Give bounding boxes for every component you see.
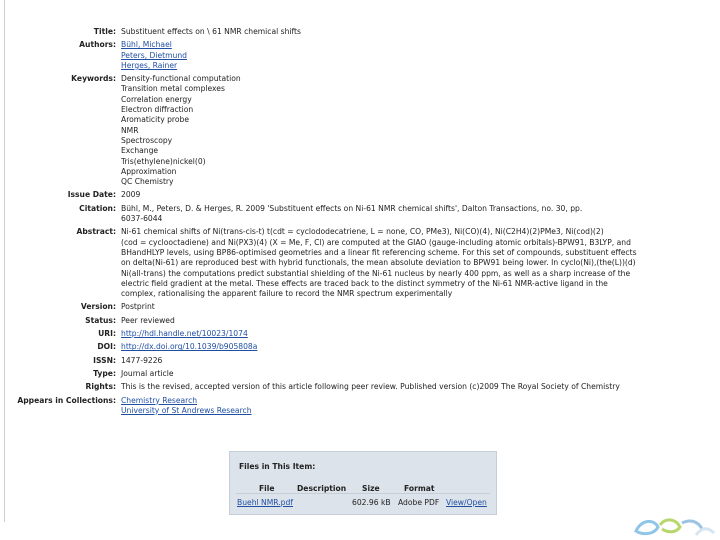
issue-date-value: 2009 (121, 190, 141, 200)
uri-label: URI: (98, 329, 116, 339)
format-column-header: Format (404, 484, 435, 493)
file-column-header: File (259, 484, 275, 493)
issue-date-row (6, 190, 718, 200)
issn-label: ISSN: (93, 355, 116, 365)
citation-line: 6037-6044 (121, 214, 163, 224)
citation-row (6, 204, 718, 225)
item-record-table (6, 27, 718, 419)
type-label: Type: (93, 368, 116, 378)
citation-line: Bühl, M., Peters, D. & Herges, R. 2009 'Substituent effects on Ni-61 NMR chemical shifts', Dalton Transactions, no. 30, pp. (121, 203, 583, 213)
doi-row (6, 342, 718, 352)
authors-row (6, 40, 718, 71)
status-value: Peer reviewed (121, 315, 175, 325)
size-column-header: Size (362, 484, 380, 493)
abstract-line: on delta(Ni-61) are reproduced best with hybrid functionals, the mean absolute deviation to BPW91 being lower. In cyclo(Ni),(the(L))(d) (121, 258, 636, 268)
rights-label: Rights: (85, 382, 116, 392)
title-label: Title: (93, 27, 116, 36)
file-size: 602.96 kB (352, 498, 391, 507)
title-value: Substituent effects on \ 61 NMR chemical shifts (121, 27, 301, 36)
keyword: Approximation (121, 166, 177, 176)
issue-date-label: Issue Date: (67, 190, 116, 200)
type-value: Journal article (121, 368, 174, 378)
left-border (4, 0, 5, 522)
collections-row (6, 396, 718, 417)
issn-value: 1477-9226 (121, 355, 163, 365)
version-label: Version: (80, 302, 116, 312)
keyword: Tris(ethylene)nickel(0) (121, 156, 206, 166)
keyword: Aromaticity probe (121, 115, 190, 125)
university-logo-icon (632, 515, 716, 539)
type-row (6, 369, 718, 379)
doi-label: DOI: (97, 342, 116, 352)
rights-value: This is the revised, accepted version of this article following peer review. Published version (c)2009 The Royal Society of Chemistry (121, 382, 620, 392)
keyword: Density-functional computation (121, 74, 241, 84)
abstract-line: electric field gradient at the metal. These effects are traced back to the distinct symmetry of the Ni-61 NMR-active ligand in the (121, 278, 608, 288)
keyword: Transition metal complexes (121, 84, 225, 94)
collection-link[interactable]: University of St Andrews Research (121, 405, 252, 415)
keywords-row (6, 74, 718, 187)
author-link[interactable]: Herges, Rainer (121, 60, 178, 70)
keyword: Exchange (121, 146, 159, 156)
collections-label: Appears in Collections: (17, 395, 116, 405)
status-label: Status: (85, 315, 116, 325)
author-link[interactable]: Bühl, Michael (121, 40, 172, 50)
keyword: QC Chemistry (121, 177, 174, 187)
abstract-row (6, 227, 718, 299)
author-link[interactable]: Peters, Dietmund (121, 50, 187, 60)
doi-link[interactable]: http://dx.doi.org/10.1039/b905808a (121, 342, 258, 352)
files-header-divider (236, 493, 490, 494)
file-link[interactable]: Buehl NMR.pdf (237, 498, 293, 507)
rights-row (6, 382, 718, 392)
version-value: Postprint (121, 302, 155, 312)
status-row (6, 316, 718, 326)
issn-row (6, 356, 718, 366)
abstract-line: Ni(all-trans) the computations predict substantial shielding of the Ni-61 nucleus by nearly 400 ppm, as well as a sharp increase of the (121, 268, 631, 278)
files-title: Files in This Item: (239, 462, 316, 471)
keywords-label: Keywords: (71, 74, 116, 84)
collection-link[interactable]: Chemistry Research (121, 395, 198, 405)
abstract-line: BHandHLYP levels, using BP86-optimised geometries and a linear fit referencing scheme. For this set of compounds, substituent effects (121, 247, 637, 257)
uri-link[interactable]: http://hdl.handle.net/10023/1074 (121, 329, 248, 339)
file-format: Adobe PDF (398, 498, 440, 507)
description-column-header: Description (297, 484, 347, 493)
uri-row (6, 329, 718, 339)
abstract-label: Abstract: (76, 227, 116, 237)
keyword: Spectroscopy (121, 135, 173, 145)
keyword: Electron diffraction (121, 105, 194, 115)
view-open-link[interactable]: View/Open (446, 498, 487, 507)
authors-label: Authors: (79, 40, 116, 50)
abstract-line: Ni-61 chemical shifts of Ni(trans-cis-t) t(cdt = cyclododecatriene, L = none, CO, PMe3), Ni(CO)(4), Ni(C2H4)(2)PMe3, Ni(cod)(2) (121, 227, 604, 237)
citation-label: Citation: (79, 203, 116, 213)
files-panel (229, 451, 497, 515)
keyword: Correlation energy (121, 94, 192, 104)
title-row (6, 27, 718, 37)
abstract-line: (cod = cyclooctadiene) and Ni(PX3)(4) (X = Me, F, Cl) are computed at the GIAO (gauge-including atomic orbitals)-BPW91, B3LYP, and (121, 237, 631, 247)
abstract-line: complex, rationalising the apparent failure to record the NMR spectrum experimentally (121, 289, 453, 299)
keyword: NMR (121, 125, 139, 135)
version-row (6, 302, 718, 312)
